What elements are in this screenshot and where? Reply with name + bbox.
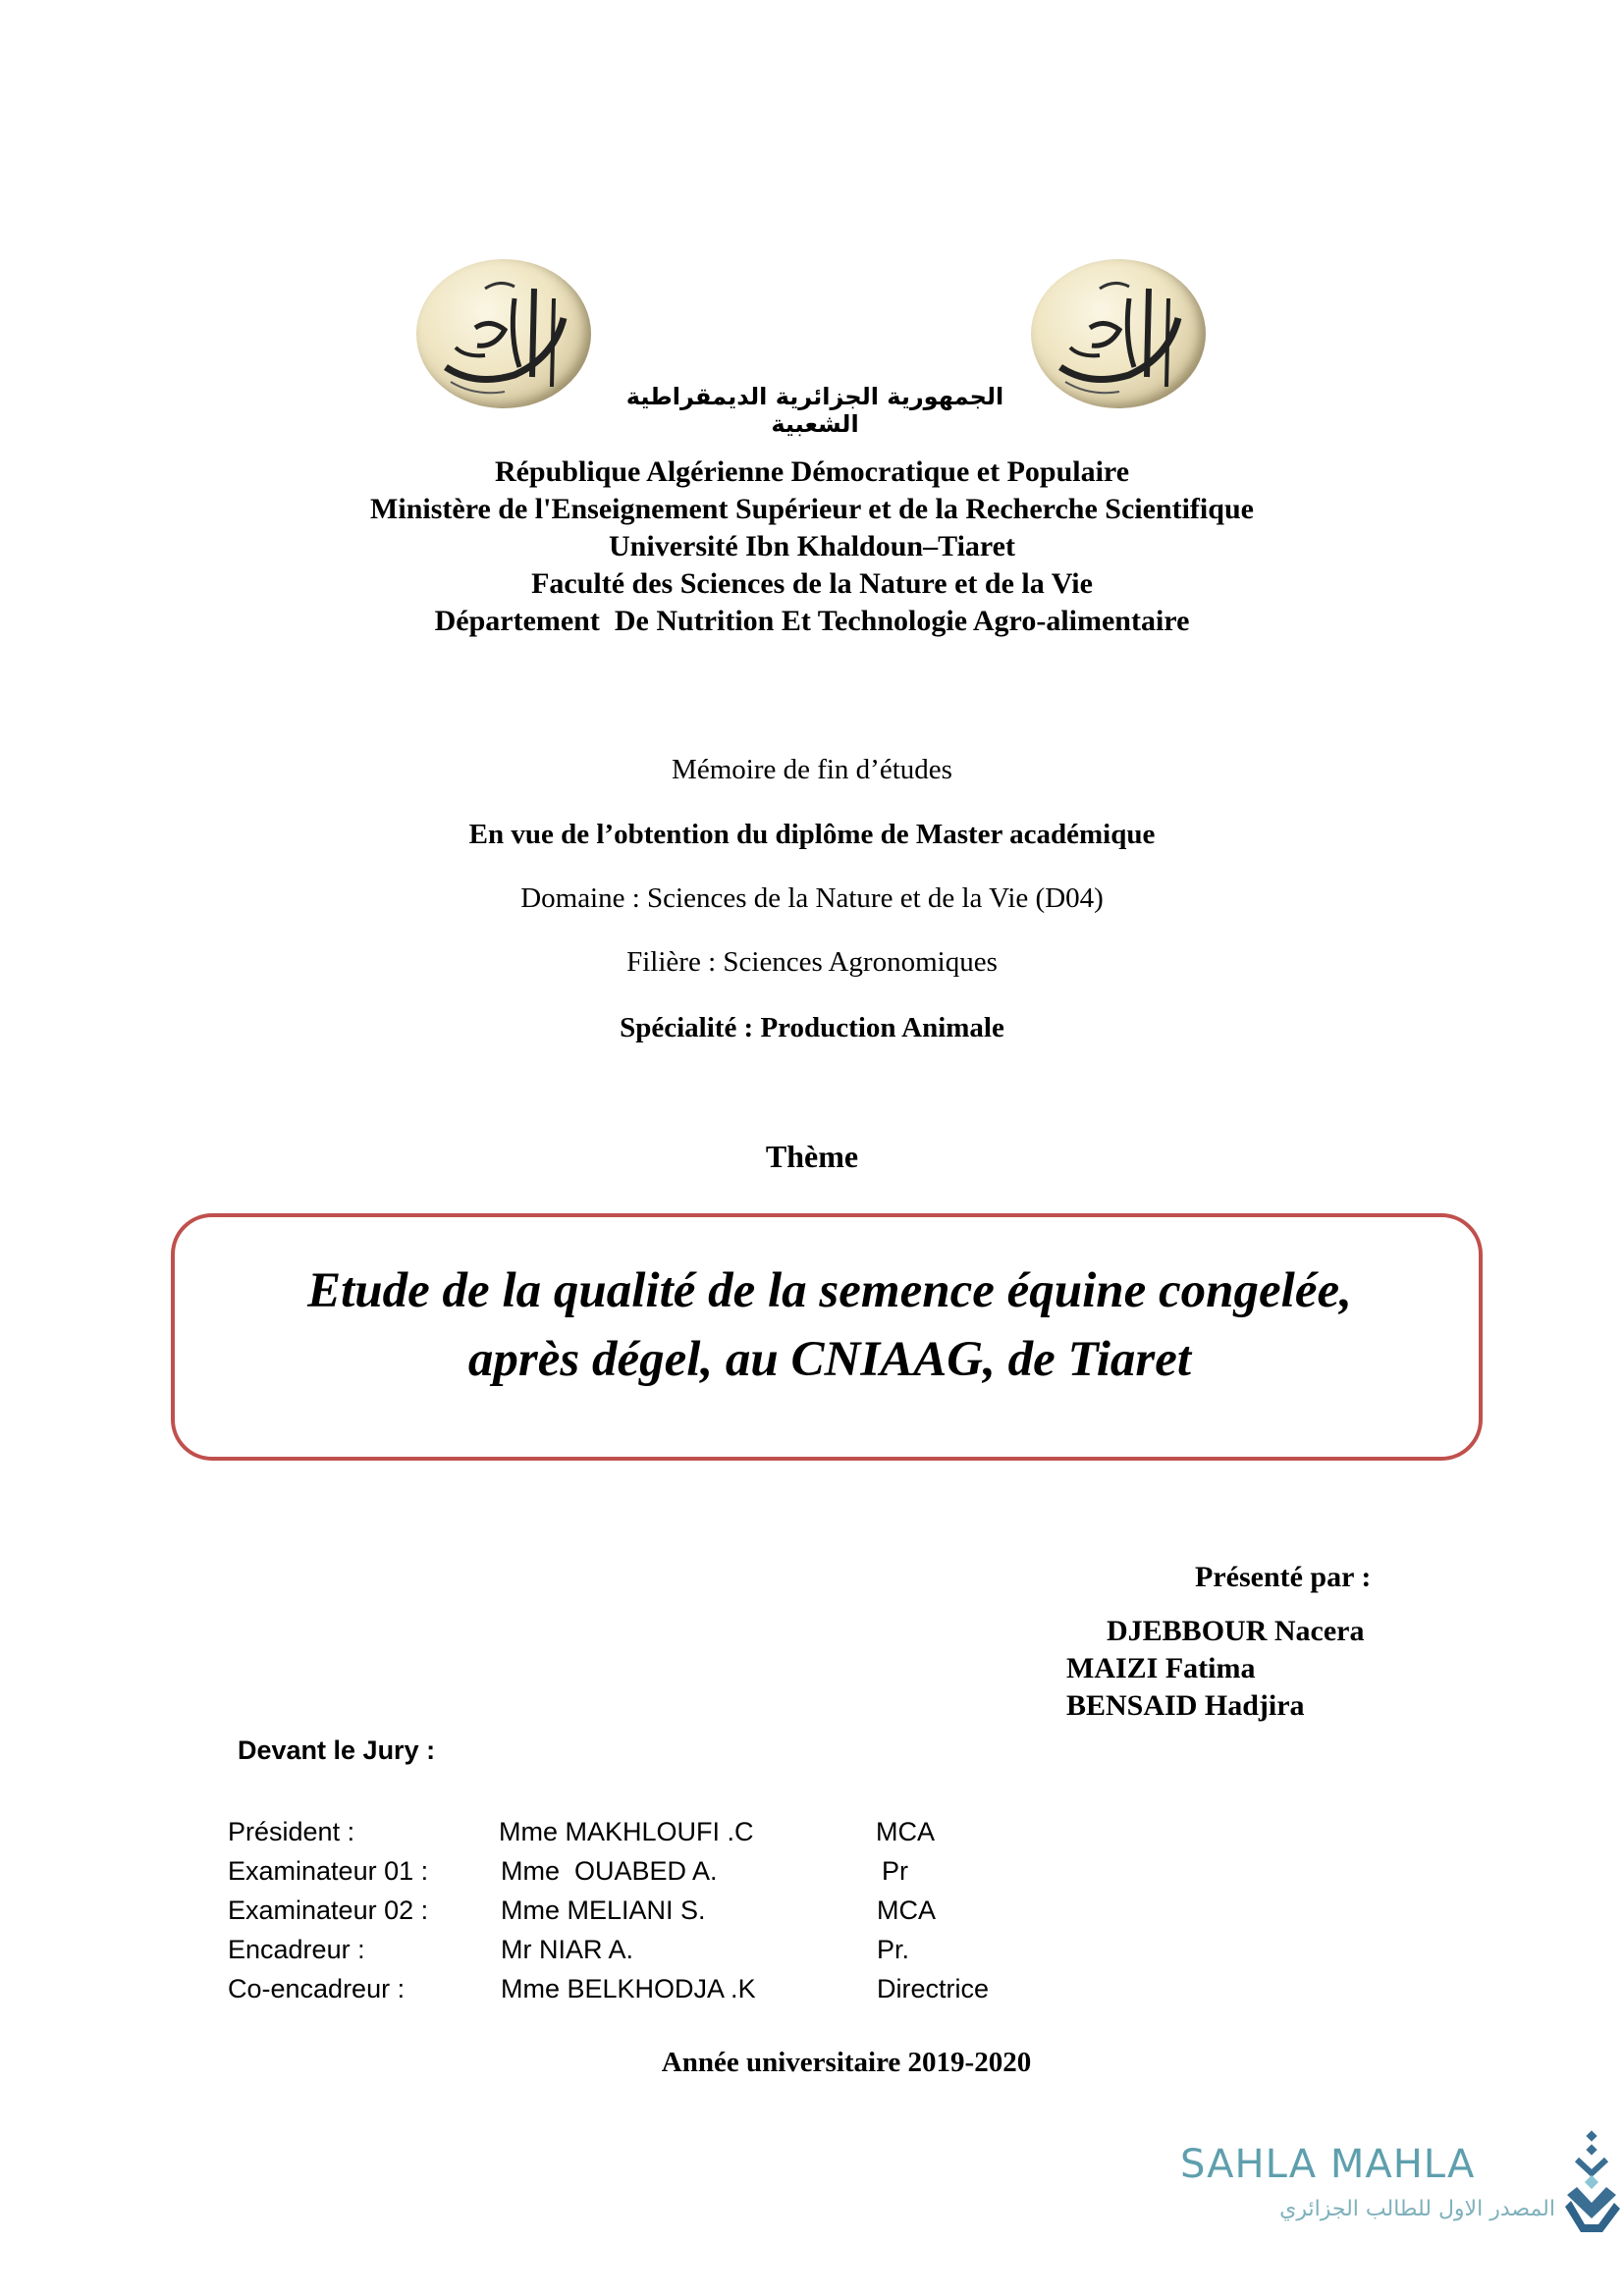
memoire-purpose: En vue de l’obtention du diplôme de Master académique bbox=[468, 819, 1156, 850]
academic-year: Année universitaire 2019-2020 bbox=[661, 2047, 1032, 2078]
theme-label: Thème bbox=[765, 1139, 859, 1174]
student-name: MAIZI Fatima bbox=[1066, 1652, 1256, 1684]
university-logo-right bbox=[1031, 259, 1206, 408]
theme-title bbox=[171, 1256, 1489, 1394]
jury-role: Encadreur : bbox=[228, 1935, 365, 1964]
theme-title-line-1: Etude de la qualité de la semence équine congelée, bbox=[307, 1263, 1352, 1318]
student-name: DJEBBOUR Nacera bbox=[1107, 1615, 1365, 1647]
jury-grade: Pr. bbox=[877, 1935, 910, 1964]
jury-name: Mme MELIANI S. bbox=[501, 1896, 706, 1925]
faculty-line: Faculté des Sciences de la Nature et de la Vie bbox=[531, 567, 1093, 600]
watermark-brand: SAHLA MAHLA bbox=[1180, 2142, 1476, 2187]
memoire-specialite: Spécialité : Production Animale bbox=[620, 1012, 1004, 1043]
presented-by-label: Présenté par : bbox=[1195, 1561, 1372, 1593]
theme-title-line-2: après dégel, au CNIAAG, de Tiaret bbox=[467, 1332, 1192, 1387]
jury-name: Mme MAKHLOUFI .C bbox=[499, 1817, 754, 1846]
republic-line: République Algérienne Démocratique et Populaire bbox=[494, 455, 1130, 488]
arabic-republic-title: الجمهورية الجزائرية الديمقراطية الشعبية bbox=[625, 383, 1004, 438]
jury-role: Président : bbox=[228, 1817, 355, 1846]
student-name: BENSAID Hadjira bbox=[1066, 1689, 1305, 1722]
watermark-tagline: المصدر الاول للطالب الجزائري bbox=[1279, 2197, 1555, 2221]
jury-name: Mr NIAR A. bbox=[501, 1935, 634, 1964]
calligraphy-icon bbox=[1031, 259, 1206, 408]
jury-role: Examinateur 02 : bbox=[228, 1896, 429, 1925]
ministry-line: Ministère de l'Enseignement Supérieur et de la Recherche Scientifique bbox=[370, 493, 1254, 525]
university-line: Université Ibn Khaldoun–Tiaret bbox=[609, 530, 1015, 562]
university-logo-left bbox=[416, 259, 591, 408]
jury-role: Examinateur 01 : bbox=[228, 1856, 429, 1886]
jury-grade: MCA bbox=[876, 1817, 935, 1846]
memoire-type: Mémoire de fin d’études bbox=[672, 754, 952, 785]
memoire-domaine: Domaine : Sciences de la Nature et de la Vie (D04) bbox=[520, 882, 1104, 914]
jury-grade: Directrice bbox=[877, 1974, 990, 2003]
jury-name: Mme BELKHODJA .K bbox=[501, 1974, 756, 2003]
jury-title: Devant le Jury : bbox=[238, 1735, 436, 1765]
calligraphy-icon bbox=[416, 259, 591, 408]
jury-grade: Pr bbox=[882, 1856, 908, 1886]
jury-name: Mme OUABED A. bbox=[501, 1856, 718, 1886]
jury-grade: MCA bbox=[877, 1896, 936, 1925]
memoire-filiere: Filière : Sciences Agronomiques bbox=[626, 946, 998, 978]
sahla-mahla-watermark bbox=[1178, 2110, 1624, 2248]
department-line: Département De Nutrition Et Technologie Agro-alimentaire bbox=[434, 605, 1190, 637]
sahla-mahla-logo-icon bbox=[1561, 2130, 1624, 2238]
jury-role: Co-encadreur : bbox=[228, 1974, 406, 2003]
